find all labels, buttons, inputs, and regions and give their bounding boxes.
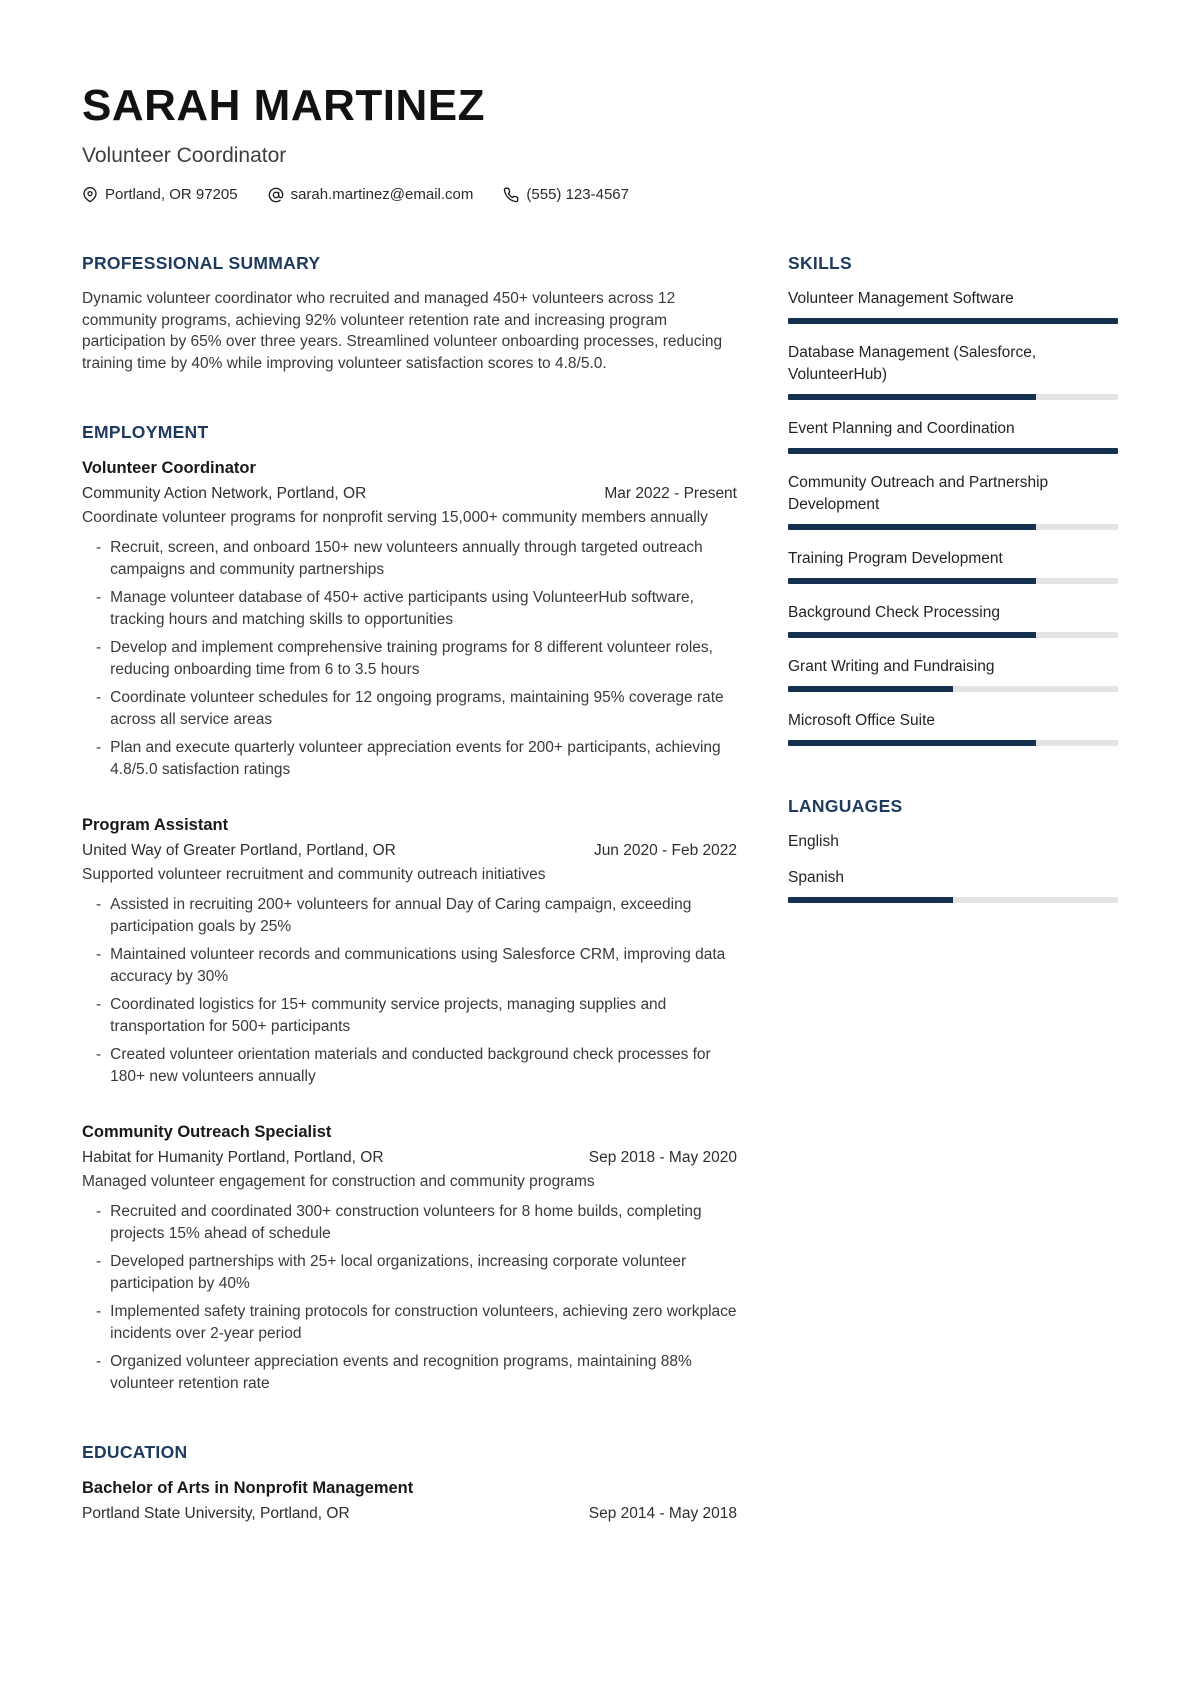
language-level-fill — [788, 897, 953, 903]
section-skills — [788, 253, 1118, 746]
job-bullets — [82, 1201, 737, 1394]
job-company: Community Action Network, Portland, OR — [82, 485, 367, 502]
skill-level-fill — [788, 394, 1036, 400]
contact-location — [82, 186, 238, 203]
bullet-text: Coordinated logistics for 15+ community service projects, managing supplies and transportation for 500+ participants — [110, 996, 667, 1035]
skill-item — [788, 288, 1118, 324]
language-item — [788, 831, 1118, 853]
contact-email-text: sarah.martinez@email.com — [290, 186, 474, 203]
language-item — [788, 867, 1118, 903]
contact-row — [82, 186, 1118, 203]
skill-item — [788, 418, 1118, 454]
bullet-dash: - — [96, 1203, 102, 1220]
bullet-dash: - — [96, 689, 102, 706]
job-title: Community Outreach Specialist — [82, 1123, 332, 1141]
summary-heading: PROFESSIONAL SUMMARY — [82, 253, 321, 273]
at-sign-icon — [268, 187, 284, 203]
skill-level-fill — [788, 578, 1036, 584]
skill-level-fill — [788, 524, 1036, 530]
skill-item — [788, 656, 1118, 692]
bullet-dash: - — [96, 1253, 102, 1270]
skill-name: Volunteer Management Software — [788, 290, 1014, 307]
skill-name: Database Management (Salesforce, VolunteerHub) — [788, 344, 1037, 383]
skill-item — [788, 710, 1118, 746]
skills-heading: SKILLS — [788, 253, 853, 273]
job-bullet — [82, 687, 737, 730]
bullet-dash: - — [96, 739, 102, 756]
skill-level-bar — [788, 524, 1118, 530]
bullet-text: Organized volunteer appreciation events and recognition programs, maintaining 88% volunteer retention rate — [110, 1353, 692, 1392]
section-professional-summary — [82, 253, 737, 374]
resume-header — [82, 81, 1118, 203]
job-bullet — [82, 1301, 737, 1344]
job-bullets — [82, 894, 737, 1087]
bullet-text: Implemented safety training protocols for construction volunteers, achieving zero workplace incidents over 2-year period — [110, 1303, 737, 1342]
bullet-dash: - — [96, 996, 102, 1013]
job-bullet — [82, 737, 737, 780]
job-bullet — [82, 587, 737, 630]
job-company: United Way of Greater Portland, Portland, OR — [82, 842, 396, 859]
job-description: Managed volunteer engagement for construction and community programs — [82, 1173, 595, 1190]
skill-level-fill — [788, 740, 1036, 746]
summary-text: Dynamic volunteer coordinator who recruited and managed 450+ volunteers across 12 community programs, achieving 92% volunteer retention rate and increasing program participation by 65% over three years. Streamlined volunteer onboarding processes, reducing training time by 40% while improving volunteer satisfaction scores to 4.8/5.0. — [82, 290, 723, 372]
skill-level-fill — [788, 318, 1118, 324]
job-description: Supported volunteer recruitment and community outreach initiatives — [82, 866, 546, 883]
bullet-dash: - — [96, 539, 102, 556]
job-company: Habitat for Humanity Portland, Portland, OR — [82, 1149, 384, 1166]
job-title: Program Assistant — [82, 816, 229, 834]
skill-level-bar — [788, 578, 1118, 584]
contact-phone-text: (555) 123-4567 — [526, 186, 629, 203]
job-bullet — [82, 944, 737, 987]
job-bullet — [82, 537, 737, 580]
job-bullet — [82, 1351, 737, 1394]
main-column — [82, 253, 737, 1525]
bullet-text: Created volunteer orientation materials and conducted background check processes for 180+ new volunteers annually — [110, 1046, 711, 1085]
bullet-text: Manage volunteer database of 450+ active participants using VolunteerHub software, tracking hours and matching skills to opportunities — [110, 589, 694, 628]
bullet-dash: - — [96, 896, 102, 913]
bullet-dash: - — [96, 589, 102, 606]
skill-level-bar — [788, 394, 1118, 400]
bullet-text: Developed partnerships with 25+ local organizations, increasing corporate volunteer participation by 40% — [110, 1253, 687, 1292]
bullet-text: Assisted in recruiting 200+ volunteers for annual Day of Caring campaign, exceeding participation goals by 25% — [110, 896, 692, 935]
bullet-text: Recruit, screen, and onboard 150+ new volunteers annually through targeted outreach campaigns and community partnerships — [110, 539, 703, 578]
language-level-bar — [788, 897, 1118, 903]
skill-name: Community Outreach and Partnership Development — [788, 474, 1049, 513]
job-bullet — [82, 1044, 737, 1087]
job-title: Volunteer Coordinator — [82, 459, 256, 477]
skill-name: Microsoft Office Suite — [788, 712, 936, 729]
job-dates: Mar 2022 - Present — [604, 485, 737, 502]
skill-item — [788, 472, 1118, 530]
job-bullet — [82, 637, 737, 680]
skill-level-bar — [788, 686, 1118, 692]
candidate-name: SARAH MARTINEZ — [82, 81, 485, 130]
skill-level-bar — [788, 740, 1118, 746]
job-dates: Sep 2018 - May 2020 — [588, 1149, 737, 1166]
job-bullets — [82, 537, 737, 780]
employment-heading: EMPLOYMENT — [82, 422, 209, 442]
education-school: Portland State University, Portland, OR — [82, 1505, 350, 1522]
candidate-title: Volunteer Coordinator — [82, 144, 287, 167]
bullet-dash: - — [96, 946, 102, 963]
skill-item — [788, 548, 1118, 584]
job-bullet — [82, 894, 737, 937]
languages-heading: LANGUAGES — [788, 796, 903, 816]
job-entry — [82, 457, 737, 780]
bullet-text: Plan and execute quarterly volunteer appreciation events for 200+ participants, achieving 4.8/5.0 satisfaction ratings — [110, 739, 721, 778]
job-entry — [82, 814, 737, 1087]
bullet-dash: - — [96, 1046, 102, 1063]
language-name: English — [788, 833, 839, 850]
bullet-text: Recruited and coordinated 300+ construction volunteers for 8 home builds, completing projects 15% ahead of schedule — [110, 1203, 702, 1242]
job-bullet — [82, 1251, 737, 1294]
skill-item — [788, 602, 1118, 638]
contact-email — [268, 186, 474, 203]
language-name: Spanish — [788, 869, 845, 886]
section-employment — [82, 422, 737, 1394]
job-entry — [82, 1121, 737, 1394]
skill-name: Event Planning and Coordination — [788, 420, 1015, 437]
sidebar-column — [788, 253, 1118, 1525]
contact-phone — [503, 186, 629, 203]
education-heading: EDUCATION — [82, 1442, 188, 1462]
education-degree: Bachelor of Arts in Nonprofit Management — [82, 1479, 414, 1497]
skill-level-bar — [788, 632, 1118, 638]
phone-icon — [503, 187, 519, 203]
skill-level-bar — [788, 448, 1118, 454]
education-dates: Sep 2014 - May 2018 — [588, 1505, 737, 1522]
skill-level-fill — [788, 448, 1118, 454]
skill-name: Grant Writing and Fundraising — [788, 658, 995, 675]
job-dates: Jun 2020 - Feb 2022 — [593, 842, 737, 859]
skill-level-fill — [788, 686, 953, 692]
skill-item — [788, 342, 1118, 400]
job-description: Coordinate volunteer programs for nonprofit serving 15,000+ community members annually — [82, 509, 708, 526]
skill-name: Background Check Processing — [788, 604, 1000, 621]
bullet-dash: - — [96, 1303, 102, 1320]
location-pin-icon — [82, 187, 98, 203]
contact-location-text: Portland, OR 97205 — [105, 186, 238, 203]
job-bullet — [82, 1201, 737, 1244]
section-education — [82, 1442, 737, 1525]
bullet-dash: - — [96, 1353, 102, 1370]
job-bullet — [82, 994, 737, 1037]
section-languages — [788, 796, 1118, 903]
skill-name: Training Program Development — [788, 550, 1003, 567]
bullet-text: Maintained volunteer records and communications using Salesforce CRM, improving data accuracy by 30% — [110, 946, 726, 985]
skill-level-fill — [788, 632, 1036, 638]
bullet-dash: - — [96, 639, 102, 656]
skill-level-bar — [788, 318, 1118, 324]
bullet-text: Coordinate volunteer schedules for 12 ongoing programs, maintaining 95% coverage rate across all service areas — [110, 689, 724, 728]
bullet-text: Develop and implement comprehensive training programs for 8 different volunteer roles, reducing onboarding time from 6 to 3.5 hours — [110, 639, 713, 678]
